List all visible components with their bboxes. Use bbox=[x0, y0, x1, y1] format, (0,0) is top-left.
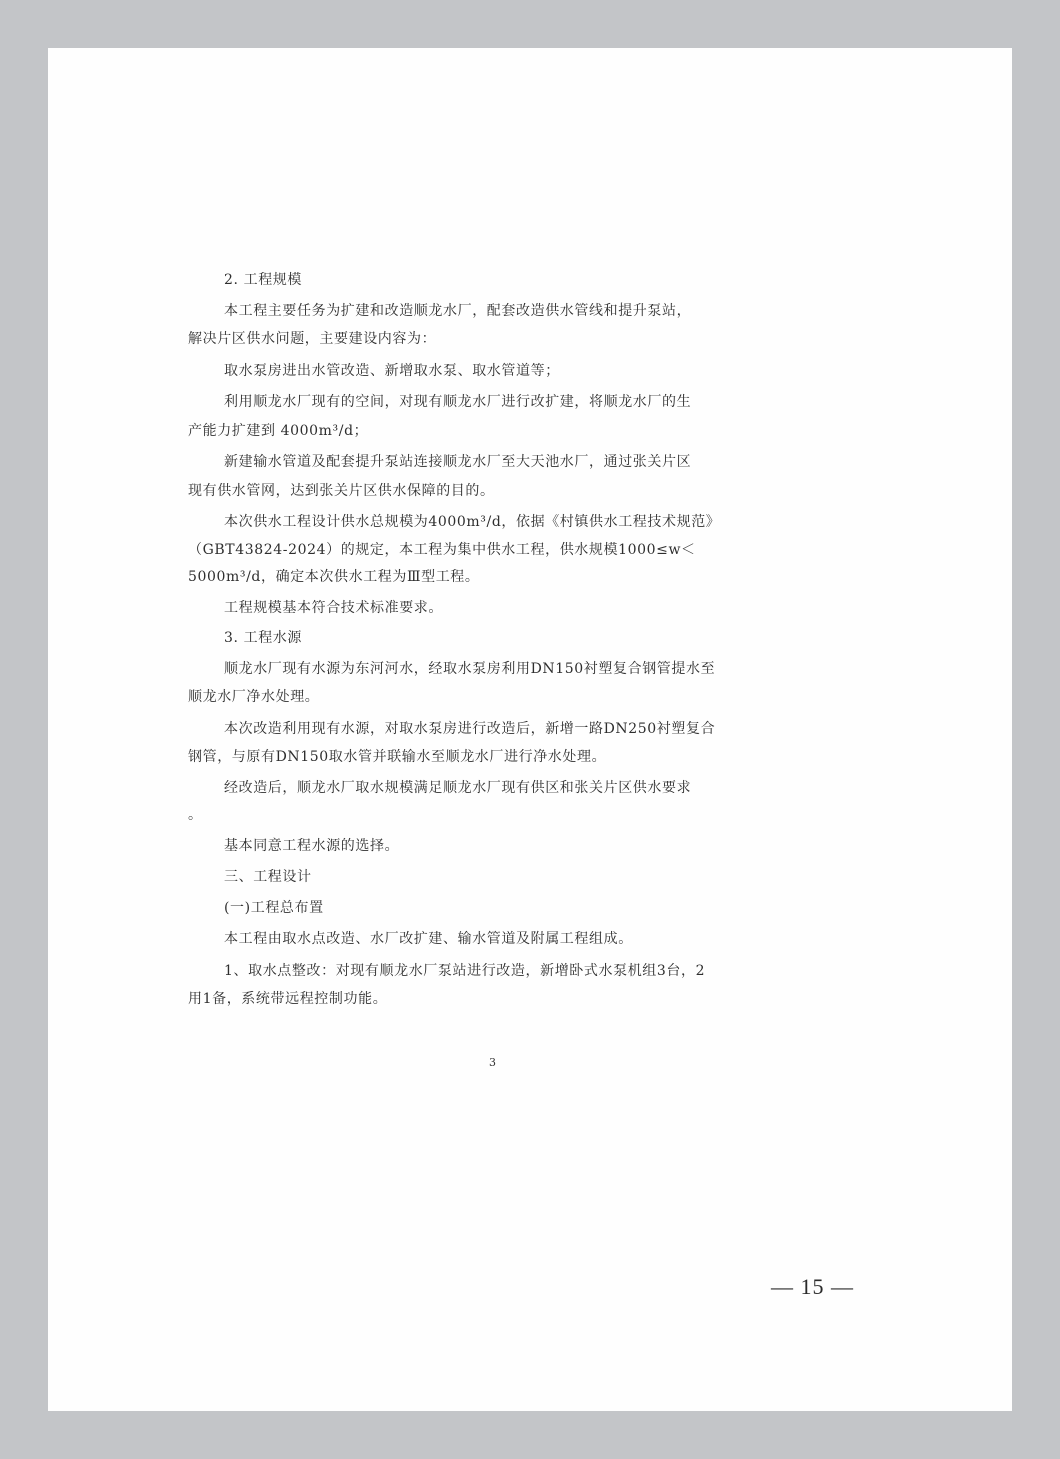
paragraph-line: 经改造后，顺龙水厂取水规模满足顺龙水厂现有供区和张关片区供水要求 bbox=[224, 780, 692, 796]
section-heading-water-source: 3. 工程水源 bbox=[224, 630, 303, 646]
paragraph-line: 解决片区供水问题，主要建设内容为： bbox=[188, 331, 437, 347]
paragraph-line: 基本同意工程水源的选择。 bbox=[224, 838, 400, 854]
paragraph-line: 1、取水点整改：对现有顺龙水厂泵站进行改造，新增卧式水泵机组3台，2 bbox=[224, 963, 706, 979]
paragraph-line: 工程规模基本符合技术标准要求。 bbox=[224, 600, 443, 616]
page-number: — 15 — bbox=[771, 1274, 854, 1299]
paragraph-line: 利用顺龙水厂现有的空间，对现有顺龙水厂进行改扩建，将顺龙水厂的生 bbox=[224, 394, 692, 410]
subsection-heading-layout: (一)工程总布置 bbox=[224, 900, 324, 916]
paragraph-line: 本次改造利用现有水源，对取水泵房进行改造后，新增一路DN250衬塑复合 bbox=[224, 721, 716, 737]
section-heading-scale: 2. 工程规模 bbox=[224, 272, 303, 288]
paragraph-line: 本次供水工程设计供水总规模为4000m³/d，依据《村镇供水工程技术规范》 bbox=[224, 514, 721, 530]
paragraph-line: 新建输水管道及配套提升泵站连接顺龙水厂至大天池水厂，通过张关片区 bbox=[224, 454, 692, 470]
paragraph-line: 取水泵房进出水管改造、新增取水泵、取水管道等； bbox=[224, 363, 560, 379]
paragraph-line: 用1备，系统带远程控制功能。 bbox=[188, 991, 388, 1007]
document-page bbox=[48, 48, 1012, 1411]
paragraph-line: 顺龙水厂现有水源为东河河水，经取水泵房利用DN150衬塑复合钢管提水至 bbox=[224, 661, 716, 677]
paragraph-line: 钢管，与原有DN150取水管并联输水至顺龙水厂进行净水处理。 bbox=[188, 749, 607, 765]
paragraph-line: 5000m³/d，确定本次供水工程为Ⅲ型工程。 bbox=[188, 569, 480, 585]
paragraph-line: 顺龙水厂净水处理。 bbox=[188, 689, 320, 705]
paragraph-line: 产能力扩建到 4000m³/d； bbox=[188, 423, 369, 439]
scanned-page-number: 3 bbox=[489, 1056, 496, 1069]
paragraph-line: （GBT43824-2024）的规定，本工程为集中供水工程，供水规模1000≤w＜ bbox=[188, 542, 696, 558]
paragraph-line: 本工程由取水点改造、水厂改扩建、输水管道及附属工程组成。 bbox=[224, 931, 633, 947]
paragraph-line: 现有供水管网，达到张关片区供水保障的目的。 bbox=[188, 483, 495, 499]
section-heading-design: 三、工程设计 bbox=[224, 869, 312, 885]
paragraph-line: 本工程主要任务为扩建和改造顺龙水厂，配套改造供水管线和提升泵站， bbox=[224, 303, 692, 319]
paragraph-line: 。 bbox=[188, 807, 203, 823]
